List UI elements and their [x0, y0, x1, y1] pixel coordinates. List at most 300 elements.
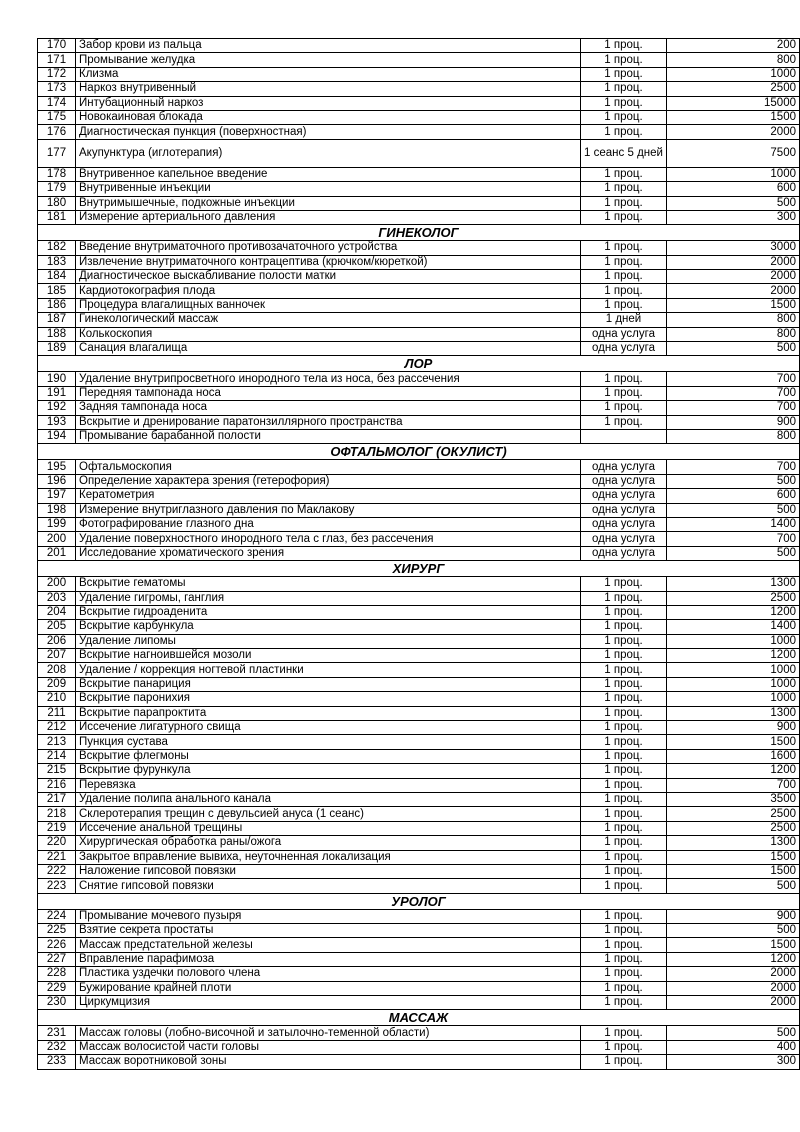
- service-number: 217: [38, 792, 76, 806]
- service-name: Вскрытие парапроктита: [76, 706, 581, 720]
- section-header-row: [38, 356, 800, 372]
- service-price: 1300: [667, 836, 800, 850]
- service-price: 500: [667, 342, 800, 356]
- service-unit: 1 проц.: [581, 386, 667, 400]
- service-unit: 1 проц.: [581, 864, 667, 878]
- service-unit: 1 проц.: [581, 401, 667, 415]
- service-price: 300: [667, 210, 800, 224]
- table-row: [38, 139, 800, 167]
- service-price: 2000: [667, 981, 800, 995]
- table-row: [38, 967, 800, 981]
- service-unit: 1 сеанс 5 дней: [581, 139, 667, 167]
- section-header-row: [38, 225, 800, 241]
- service-unit: 1 проц.: [581, 67, 667, 81]
- service-unit: 1 проц.: [581, 778, 667, 792]
- table-row: [38, 503, 800, 517]
- service-name: Хирургическая обработка раны/ожога: [76, 836, 581, 850]
- service-unit: 1 проц.: [581, 196, 667, 210]
- service-price: 1000: [667, 692, 800, 706]
- section-title: ОФТАЛЬМОЛОГ (ОКУЛИСТ): [38, 444, 800, 460]
- service-unit: 1 проц.: [581, 735, 667, 749]
- service-unit: 1 проц.: [581, 591, 667, 605]
- service-number: 209: [38, 677, 76, 691]
- service-number: 206: [38, 634, 76, 648]
- service-number: 171: [38, 53, 76, 67]
- service-name: Промывание мочевого пузыря: [76, 909, 581, 923]
- table-row: [38, 807, 800, 821]
- table-row: [38, 241, 800, 255]
- service-price: 700: [667, 532, 800, 546]
- table-row: [38, 284, 800, 298]
- service-price: 1400: [667, 517, 800, 531]
- service-price: 1200: [667, 605, 800, 619]
- service-number: 219: [38, 821, 76, 835]
- service-unit: 1 проц.: [581, 167, 667, 181]
- service-name: Внутривенные инъекции: [76, 182, 581, 196]
- table-row: [38, 821, 800, 835]
- service-number: 218: [38, 807, 76, 821]
- service-unit: 1 проц.: [581, 909, 667, 923]
- table-row: [38, 196, 800, 210]
- service-name: Снятие гипсовой повязки: [76, 879, 581, 893]
- service-price: 2500: [667, 591, 800, 605]
- service-price: 700: [667, 778, 800, 792]
- service-name: Иссечение анальной трещины: [76, 821, 581, 835]
- service-unit: одна услуга: [581, 489, 667, 503]
- service-price: 1500: [667, 735, 800, 749]
- table-row: [38, 386, 800, 400]
- service-name: Вскрытие гидроаденита: [76, 605, 581, 619]
- service-number: 200: [38, 532, 76, 546]
- service-unit: 1 проц.: [581, 938, 667, 952]
- service-number: 188: [38, 327, 76, 341]
- table-row: [38, 879, 800, 893]
- service-name: Закрытое вправление вывиха, неуточненная локализация: [76, 850, 581, 864]
- service-number: 195: [38, 460, 76, 474]
- service-unit: 1 проц.: [581, 298, 667, 312]
- service-number: 176: [38, 125, 76, 139]
- service-unit: одна услуга: [581, 460, 667, 474]
- service-price: 3000: [667, 241, 800, 255]
- service-price: 500: [667, 879, 800, 893]
- service-name: Удаление липомы: [76, 634, 581, 648]
- table-row: [38, 167, 800, 181]
- service-number: 192: [38, 401, 76, 415]
- service-price: 2000: [667, 996, 800, 1010]
- service-name: Офтальмоскопия: [76, 460, 581, 474]
- service-unit: 1 проц.: [581, 952, 667, 966]
- service-price: 3500: [667, 792, 800, 806]
- service-unit: 1 проц.: [581, 241, 667, 255]
- service-number: 181: [38, 210, 76, 224]
- service-name: Бужирование крайней плоти: [76, 981, 581, 995]
- service-name: Вскрытие паронихия: [76, 692, 581, 706]
- table-row: [38, 649, 800, 663]
- service-number: 203: [38, 591, 76, 605]
- table-row: [38, 82, 800, 96]
- service-name: Промывание барабанной полости: [76, 429, 581, 443]
- service-price: 1200: [667, 764, 800, 778]
- service-name: Внутримышечные, подкожные инъекции: [76, 196, 581, 210]
- service-number: 199: [38, 517, 76, 531]
- table-row: [38, 210, 800, 224]
- service-price: 700: [667, 460, 800, 474]
- service-unit: 1 проц.: [581, 415, 667, 429]
- service-number: 187: [38, 313, 76, 327]
- service-unit: [581, 429, 667, 443]
- service-unit: 1 проц.: [581, 96, 667, 110]
- service-number: 177: [38, 139, 76, 167]
- service-unit: 1 проц.: [581, 677, 667, 691]
- table-row: [38, 735, 800, 749]
- table-row: [38, 605, 800, 619]
- service-unit: одна услуга: [581, 342, 667, 356]
- service-number: 196: [38, 474, 76, 488]
- section-title: МАССАЖ: [38, 1010, 800, 1026]
- service-price: 2500: [667, 82, 800, 96]
- table-row: [38, 489, 800, 503]
- service-price: 1500: [667, 110, 800, 124]
- service-number: 233: [38, 1055, 76, 1069]
- section-header-row: [38, 893, 800, 909]
- service-price: 500: [667, 924, 800, 938]
- service-number: 222: [38, 864, 76, 878]
- service-number: 183: [38, 255, 76, 269]
- service-name: Гинекологический массаж: [76, 313, 581, 327]
- service-price: 500: [667, 196, 800, 210]
- service-price: 1500: [667, 864, 800, 878]
- table-row: [38, 270, 800, 284]
- service-price: 1300: [667, 577, 800, 591]
- service-number: 174: [38, 96, 76, 110]
- service-price: 1000: [667, 167, 800, 181]
- service-unit: 1 проц.: [581, 749, 667, 763]
- table-row: [38, 764, 800, 778]
- service-unit: 1 проц.: [581, 792, 667, 806]
- service-name: Взятие секрета простаты: [76, 924, 581, 938]
- table-row: [38, 327, 800, 341]
- service-price: 2000: [667, 270, 800, 284]
- service-number: 231: [38, 1026, 76, 1040]
- table-row: [38, 721, 800, 735]
- service-unit: 1 проц.: [581, 284, 667, 298]
- service-unit: 1 проц.: [581, 721, 667, 735]
- service-unit: 1 проц.: [581, 270, 667, 284]
- service-number: 229: [38, 981, 76, 995]
- table-row: [38, 850, 800, 864]
- service-name: Перевязка: [76, 778, 581, 792]
- service-unit: 1 проц.: [581, 764, 667, 778]
- table-row: [38, 981, 800, 995]
- service-name: Массаж волосистой части головы: [76, 1040, 581, 1054]
- service-name: Санация влагалища: [76, 342, 581, 356]
- section-header-row: [38, 1010, 800, 1026]
- service-price: 2000: [667, 284, 800, 298]
- service-price: 800: [667, 53, 800, 67]
- service-unit: 1 проц.: [581, 82, 667, 96]
- table-row: [38, 1040, 800, 1054]
- service-name: Измерение артериального давления: [76, 210, 581, 224]
- service-price: 1000: [667, 663, 800, 677]
- service-unit: 1 проц.: [581, 620, 667, 634]
- table-row: [38, 415, 800, 429]
- service-name: Удаление гигромы, ганглия: [76, 591, 581, 605]
- service-number: 173: [38, 82, 76, 96]
- service-price: 400: [667, 1040, 800, 1054]
- service-unit: одна услуга: [581, 546, 667, 560]
- service-name: Передняя тампонада носа: [76, 386, 581, 400]
- section-title: ЛОР: [38, 356, 800, 372]
- service-number: 185: [38, 284, 76, 298]
- service-number: 179: [38, 182, 76, 196]
- service-number: 189: [38, 342, 76, 356]
- service-number: 215: [38, 764, 76, 778]
- table-row: [38, 778, 800, 792]
- table-row: [38, 474, 800, 488]
- service-name: Пункция сустава: [76, 735, 581, 749]
- service-unit: 1 проц.: [581, 182, 667, 196]
- table-row: [38, 677, 800, 691]
- service-number: 194: [38, 429, 76, 443]
- service-name: Диагностическое выскабливание полости матки: [76, 270, 581, 284]
- table-row: [38, 836, 800, 850]
- service-unit: одна услуга: [581, 327, 667, 341]
- service-name: Удаление поверхностного инородного тела с глаз, без рассечения: [76, 532, 581, 546]
- service-number: 197: [38, 489, 76, 503]
- service-name: Клизма: [76, 67, 581, 81]
- service-name: Кардиотокография плода: [76, 284, 581, 298]
- service-unit: 1 проц.: [581, 807, 667, 821]
- service-name: Иссечение лигатурного свища: [76, 721, 581, 735]
- service-unit: 1 проц.: [581, 605, 667, 619]
- table-row: [38, 909, 800, 923]
- table-row: [38, 182, 800, 196]
- service-price: 1200: [667, 952, 800, 966]
- service-number: 191: [38, 386, 76, 400]
- service-name: Колькоскопия: [76, 327, 581, 341]
- service-number: 228: [38, 967, 76, 981]
- service-price: 2000: [667, 125, 800, 139]
- service-unit: 1 проц.: [581, 836, 667, 850]
- service-name: Интубационный наркоз: [76, 96, 581, 110]
- service-name: Вскрытие гематомы: [76, 577, 581, 591]
- service-unit: одна услуга: [581, 474, 667, 488]
- service-name: Новокаиновая блокада: [76, 110, 581, 124]
- table-row: [38, 110, 800, 124]
- service-price: 1600: [667, 749, 800, 763]
- service-price: 500: [667, 503, 800, 517]
- service-unit: одна услуга: [581, 517, 667, 531]
- table-row: [38, 460, 800, 474]
- table-row: [38, 938, 800, 952]
- service-price: 2000: [667, 255, 800, 269]
- service-number: 221: [38, 850, 76, 864]
- service-unit: 1 проц.: [581, 634, 667, 648]
- table-row: [38, 546, 800, 560]
- service-price: 1400: [667, 620, 800, 634]
- table-row: [38, 577, 800, 591]
- service-number: 225: [38, 924, 76, 938]
- table-row: [38, 924, 800, 938]
- service-number: 190: [38, 372, 76, 386]
- service-price: 300: [667, 1055, 800, 1069]
- service-number: 214: [38, 749, 76, 763]
- service-name: Вскрытие флегмоны: [76, 749, 581, 763]
- service-price: 1500: [667, 850, 800, 864]
- service-price: 1200: [667, 649, 800, 663]
- service-number: 170: [38, 39, 76, 53]
- service-unit: 1 проц.: [581, 821, 667, 835]
- service-unit: одна услуга: [581, 503, 667, 517]
- table-row: [38, 692, 800, 706]
- service-number: 224: [38, 909, 76, 923]
- service-price: 1000: [667, 67, 800, 81]
- service-name: Акупунктура (иглотерапия): [76, 139, 581, 167]
- table-row: [38, 996, 800, 1010]
- table-row: [38, 749, 800, 763]
- table-row: [38, 532, 800, 546]
- service-unit: 1 проц.: [581, 1055, 667, 1069]
- service-name: Процедура влагалищных ванночек: [76, 298, 581, 312]
- service-number: 205: [38, 620, 76, 634]
- table-row: [38, 1026, 800, 1040]
- service-name: Вскрытие панариция: [76, 677, 581, 691]
- service-price: 500: [667, 474, 800, 488]
- service-number: 186: [38, 298, 76, 312]
- service-unit: одна услуга: [581, 532, 667, 546]
- table-row: [38, 620, 800, 634]
- section-header-row: [38, 561, 800, 577]
- service-unit: 1 проц.: [581, 1040, 667, 1054]
- section-title: УРОЛОГ: [38, 893, 800, 909]
- service-unit: 1 проц.: [581, 649, 667, 663]
- service-number: 172: [38, 67, 76, 81]
- service-price: 700: [667, 401, 800, 415]
- service-number: 220: [38, 836, 76, 850]
- service-number: 223: [38, 879, 76, 893]
- service-name: Извлечение внутриматочного контрацептива (крючком/кюреткой): [76, 255, 581, 269]
- service-price: 2500: [667, 807, 800, 821]
- service-number: 175: [38, 110, 76, 124]
- service-name: Пластика уздечки полового члена: [76, 967, 581, 981]
- table-row: [38, 67, 800, 81]
- table-row: [38, 372, 800, 386]
- service-unit: 1 проц.: [581, 996, 667, 1010]
- table-row: [38, 342, 800, 356]
- service-price: 800: [667, 327, 800, 341]
- service-name: Измерение внутриглазного давления по Маклакову: [76, 503, 581, 517]
- service-name: Кератометрия: [76, 489, 581, 503]
- service-unit: 1 проц.: [581, 110, 667, 124]
- table-row: [38, 792, 800, 806]
- service-number: 208: [38, 663, 76, 677]
- service-unit: 1 проц.: [581, 663, 667, 677]
- table-row: [38, 864, 800, 878]
- service-unit: 1 проц.: [581, 981, 667, 995]
- service-number: 232: [38, 1040, 76, 1054]
- table-row: [38, 255, 800, 269]
- service-price: 7500: [667, 139, 800, 167]
- service-unit: 1 проц.: [581, 39, 667, 53]
- service-price: 900: [667, 721, 800, 735]
- service-unit: 1 проц.: [581, 924, 667, 938]
- service-unit: 1 проц.: [581, 1026, 667, 1040]
- service-unit: 1 проц.: [581, 577, 667, 591]
- service-name: Удаление полипа анального канала: [76, 792, 581, 806]
- service-number: 226: [38, 938, 76, 952]
- service-name: Промывание желудка: [76, 53, 581, 67]
- table-row: [38, 125, 800, 139]
- service-price: 500: [667, 546, 800, 560]
- section-header-row: [38, 444, 800, 460]
- table-row: [38, 39, 800, 53]
- table-row: [38, 952, 800, 966]
- price-table: [37, 38, 800, 1070]
- service-number: 212: [38, 721, 76, 735]
- service-price: 200: [667, 39, 800, 53]
- service-price: 600: [667, 182, 800, 196]
- service-name: Массаж воротниковой зоны: [76, 1055, 581, 1069]
- service-number: 211: [38, 706, 76, 720]
- service-unit: 1 проц.: [581, 706, 667, 720]
- service-number: 230: [38, 996, 76, 1010]
- service-price: 700: [667, 372, 800, 386]
- price-table-body: [38, 39, 800, 1070]
- service-name: Вскрытие фурункула: [76, 764, 581, 778]
- service-unit: 1 проц.: [581, 53, 667, 67]
- service-number: 180: [38, 196, 76, 210]
- service-name: Исследование хроматического зрения: [76, 546, 581, 560]
- service-price: 700: [667, 386, 800, 400]
- service-number: 184: [38, 270, 76, 284]
- service-price: 800: [667, 313, 800, 327]
- table-row: [38, 96, 800, 110]
- service-name: Вскрытие и дренирование паратонзиллярного пространства: [76, 415, 581, 429]
- section-title: ХИРУРГ: [38, 561, 800, 577]
- table-row: [38, 1055, 800, 1069]
- service-name: Диагностическая пункция (поверхностная): [76, 125, 581, 139]
- service-unit: 1 проц.: [581, 255, 667, 269]
- service-name: Введение внутриматочного противозачаточного устройства: [76, 241, 581, 255]
- table-row: [38, 517, 800, 531]
- service-name: Забор крови из пальца: [76, 39, 581, 53]
- table-row: [38, 298, 800, 312]
- service-price: 500: [667, 1026, 800, 1040]
- service-name: Наркоз внутривенный: [76, 82, 581, 96]
- service-name: Наложение гипсовой повязки: [76, 864, 581, 878]
- service-price: 1500: [667, 938, 800, 952]
- service-number: 201: [38, 546, 76, 560]
- service-number: 198: [38, 503, 76, 517]
- service-price: 900: [667, 909, 800, 923]
- table-row: [38, 663, 800, 677]
- service-unit: 1 проц.: [581, 967, 667, 981]
- service-name: Удаление / коррекция ногтевой пластинки: [76, 663, 581, 677]
- service-number: 200: [38, 577, 76, 591]
- service-unit: 1 проц.: [581, 692, 667, 706]
- service-price: 600: [667, 489, 800, 503]
- service-price: 1000: [667, 634, 800, 648]
- service-unit: 1 проц.: [581, 125, 667, 139]
- service-number: 207: [38, 649, 76, 663]
- service-number: 213: [38, 735, 76, 749]
- service-number: 210: [38, 692, 76, 706]
- service-unit: 1 проц.: [581, 850, 667, 864]
- table-row: [38, 53, 800, 67]
- service-name: Склеротерапия трещин с девульсией ануса (1 сеанс): [76, 807, 581, 821]
- service-price: 900: [667, 415, 800, 429]
- service-name: Внутривенное капельное введение: [76, 167, 581, 181]
